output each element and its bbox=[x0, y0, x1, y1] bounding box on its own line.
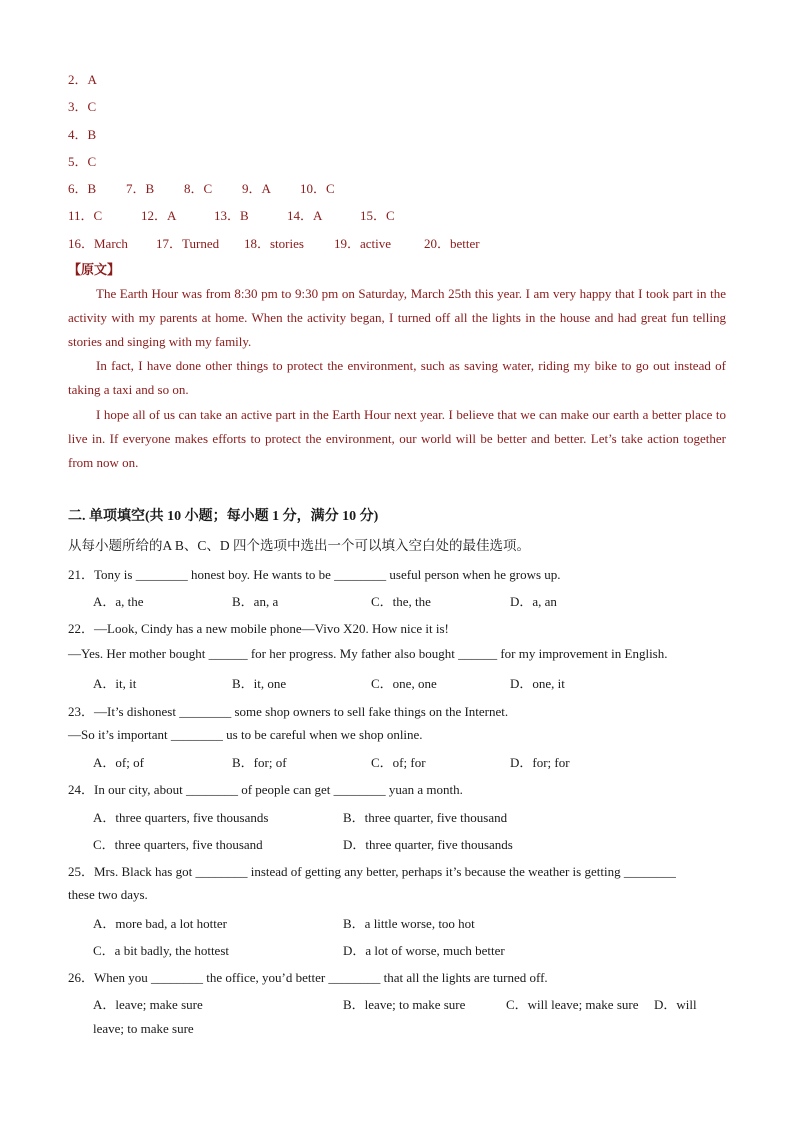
option-d[interactable]: D．a, an bbox=[510, 594, 557, 609]
option-a[interactable]: A．more bad, a lot hotter bbox=[93, 916, 227, 931]
option-d[interactable]: D．one, it bbox=[510, 676, 565, 691]
option-d[interactable]: D．for; for bbox=[510, 755, 570, 770]
answer-7: 7．B bbox=[126, 181, 155, 196]
question-25-options-row-1 bbox=[93, 913, 593, 932]
answer-15: 15．C bbox=[360, 208, 395, 223]
option-c[interactable]: C．the, the bbox=[371, 594, 431, 609]
option-d[interactable]: D．three quarter, five thousands bbox=[343, 837, 513, 852]
answer-14: 14．A bbox=[287, 208, 323, 223]
answer-11: 11．C bbox=[68, 208, 103, 223]
option-c[interactable]: C．three quarters, five thousand bbox=[93, 837, 263, 852]
answer-row-11-15 bbox=[68, 205, 395, 224]
answer-6: 6．B bbox=[68, 181, 97, 196]
question-26-options-row-1 bbox=[93, 994, 697, 1013]
answer-10: 10．C bbox=[300, 181, 335, 196]
question-23-options bbox=[93, 752, 649, 771]
section-2-instruction: 从每小题所给的A B、C、D 四个选项中选出一个可以填入空白处的最佳选项。 bbox=[68, 538, 531, 553]
option-d[interactable]: D．will bbox=[654, 997, 697, 1012]
option-c[interactable]: C．a bit badly, the hottest bbox=[93, 943, 229, 958]
question-23-line-2: —So it’s important ________ us to be careful when we shop online. bbox=[68, 727, 423, 742]
option-c[interactable]: C．of; for bbox=[371, 755, 426, 770]
question-23-line-1: 23．—It’s dishonest ________ some shop owners to sell fake things on the Internet. bbox=[68, 704, 509, 719]
option-b[interactable]: B．it, one bbox=[232, 676, 287, 691]
question-22-line-2: —Yes. Her mother bought ______ for her progress. My father also bought ______ for my improvement in English. bbox=[68, 646, 668, 661]
question-25-line-1: 25．Mrs. Black has got ________ instead of getting any better, perhaps it’s because the weather is getting ________ bbox=[68, 864, 676, 879]
option-b[interactable]: B．three quarter, five thousand bbox=[343, 810, 508, 825]
section-2-title: 二. 单项填空(共 10 小题；每小题 1 分，满分 10 分) bbox=[68, 509, 379, 524]
original-text-label: 【原文】 bbox=[68, 262, 121, 277]
original-paragraph-3: I hope all of us can take an active part in the Earth Hour next year. I believe that we can make our earth a better place to live in. If everyone makes efforts to protect the environment, our world will be better and better. Let’s take action together from now on. bbox=[68, 407, 726, 470]
answer-row-16-20 bbox=[68, 233, 480, 252]
question-21-options bbox=[93, 591, 649, 610]
answer-5: 5．C bbox=[68, 154, 97, 169]
question-25-options-row-2 bbox=[93, 940, 593, 959]
answer-16: 16．March bbox=[68, 236, 128, 251]
question-24-options-row-2 bbox=[93, 834, 593, 853]
option-b[interactable]: B．leave; to make sure bbox=[343, 997, 466, 1012]
question-24: 24．In our city, about ________ of people can get ________ yuan a month. bbox=[68, 782, 463, 797]
option-a[interactable]: A．it, it bbox=[93, 676, 137, 691]
answer-8: 8．C bbox=[184, 181, 213, 196]
question-22-options bbox=[93, 673, 649, 692]
answer-13: 13．B bbox=[214, 208, 249, 223]
question-22-line-1: 22．—Look, Cindy has a new mobile phone—Vivo X20. How nice it is! bbox=[68, 621, 449, 636]
option-b[interactable]: B．an, a bbox=[232, 594, 279, 609]
original-paragraph-1: The Earth Hour was from 8:30 pm to 9:30 pm on Saturday, March 25th this year. I am very happy that I took part in the activity with my parents at home. When the activity began, I turned off all the lights in the house and had great fun telling stories and singing with my family. bbox=[68, 286, 726, 349]
option-a[interactable]: A．three quarters, five thousands bbox=[93, 810, 269, 825]
answer-20: 20．better bbox=[424, 236, 480, 251]
answer-18: 18．stories bbox=[244, 236, 304, 251]
option-a[interactable]: A．of; of bbox=[93, 755, 144, 770]
answer-9: 9．A bbox=[242, 181, 271, 196]
question-25-line-2: these two days. bbox=[68, 887, 148, 902]
answer-19: 19．active bbox=[334, 236, 392, 251]
answer-3: 3．C bbox=[68, 99, 97, 114]
option-a[interactable]: A．leave; make sure bbox=[93, 997, 203, 1012]
option-b[interactable]: B．for; of bbox=[232, 755, 287, 770]
question-26: 26．When you ________ the office, you’d better ________ that all the lights are turned off. bbox=[68, 970, 548, 985]
question-24-options-row-1 bbox=[93, 807, 593, 826]
option-c[interactable]: C．will leave; make sure bbox=[506, 997, 639, 1012]
original-paragraph-2: In fact, I have done other things to protect the environment, such as saving water, riding my bike to go out instead of taking a taxi and so on. bbox=[68, 358, 726, 397]
answer-17: 17．Turned bbox=[156, 236, 220, 251]
option-a[interactable]: A．a, the bbox=[93, 594, 144, 609]
option-b[interactable]: B．a little worse, too hot bbox=[343, 916, 475, 931]
question-26-options-row-2: leave; to make sure bbox=[93, 1021, 194, 1036]
option-d[interactable]: D．a lot of worse, much better bbox=[343, 943, 505, 958]
answer-2: 2．A bbox=[68, 72, 97, 87]
answer-4: 4．B bbox=[68, 127, 97, 142]
option-c[interactable]: C．one, one bbox=[371, 676, 437, 691]
answer-row-6-10 bbox=[68, 178, 335, 197]
answer-12: 12．A bbox=[141, 208, 177, 223]
question-21: 21．Tony is ________ honest boy. He wants to be ________ useful person when he grows up. bbox=[68, 567, 561, 582]
